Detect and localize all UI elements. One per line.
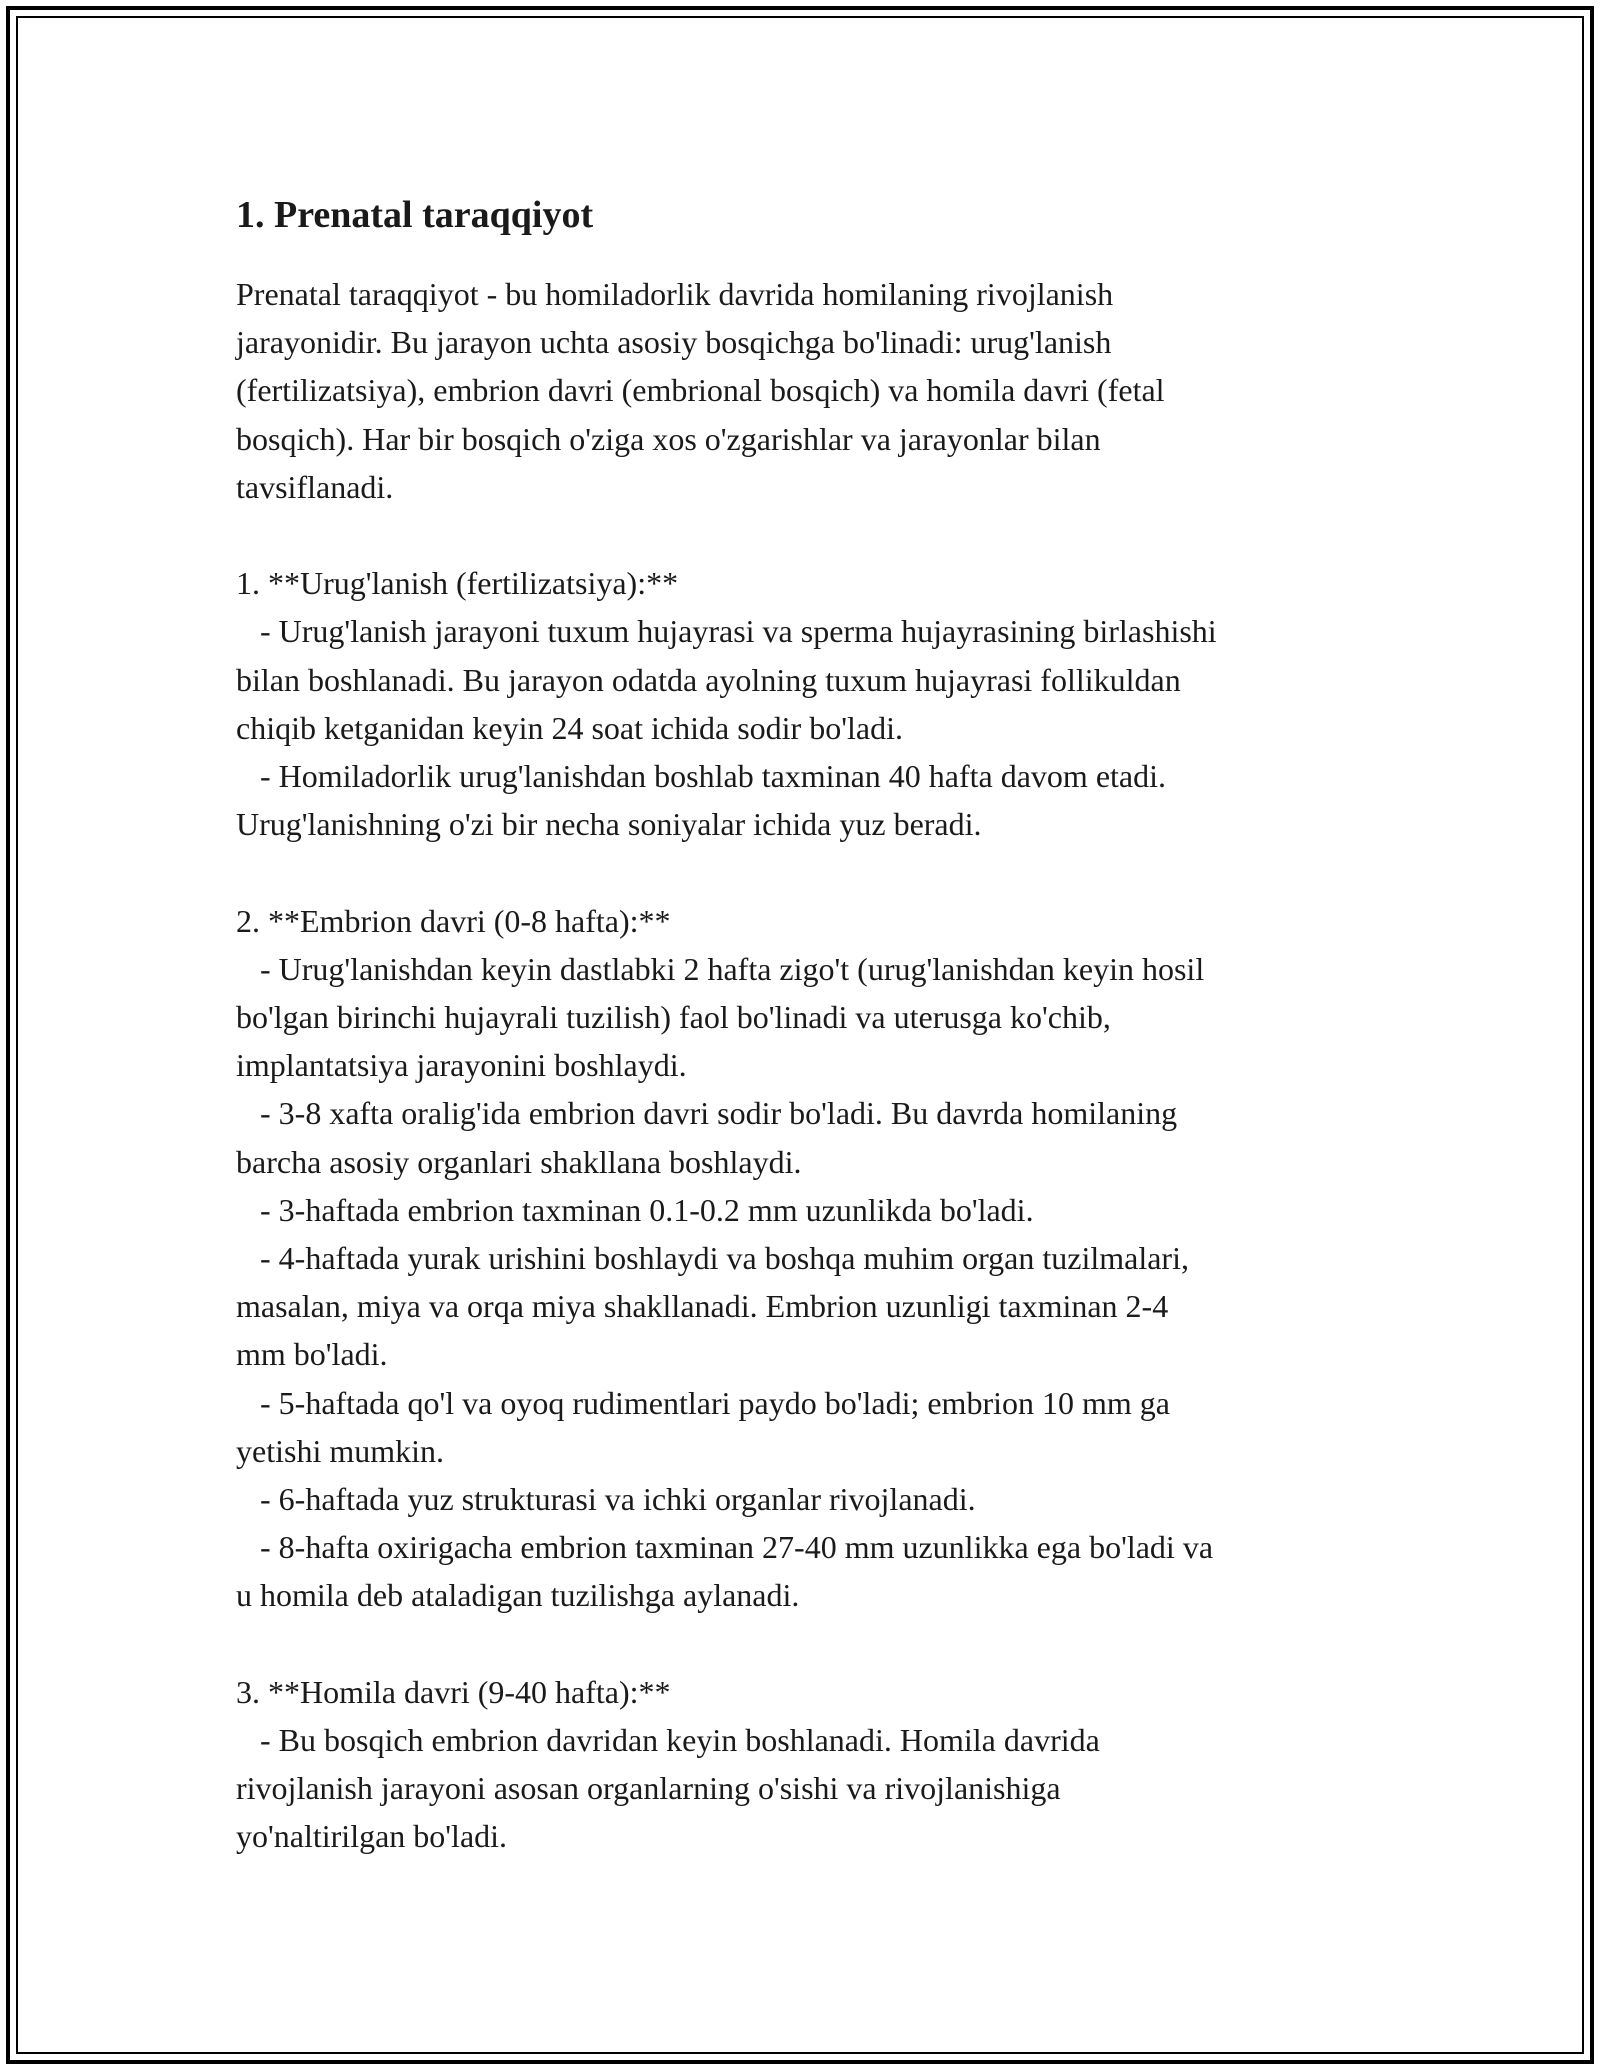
text-line: - 6-haftada yuz strukturasi va ichki organlar rivojlanadi. <box>236 1481 976 1518</box>
text-line: - Bu bosqich embrion davridan keyin boshlanadi. Homila davrida <box>236 1722 1100 1759</box>
text-line: - 3-8 xafta oralig'ida embrion davri sodir bo'ladi. Bu davrda homilaning <box>236 1095 1178 1132</box>
text-line: - 4-haftada yurak urishini boshlaydi va boshqa muhim organ tuzilmalari, <box>236 1240 1189 1277</box>
text-line: (fertilizatsiya), embrion davri (embrional bosqich) va homila davri (fetal <box>236 372 1165 409</box>
text-line: - 3-haftada embrion taxminan 0.1-0.2 mm uzunlikda bo'ladi. <box>236 1191 1034 1228</box>
text-line: 1. **Urug'lanish (fertilizatsiya):** <box>236 565 679 602</box>
text-line: Urug'lanishning o'zi bir necha soniyalar ichida yuz beradi. <box>236 806 982 843</box>
text-line: bilan boshlanadi. Bu jarayon odatda ayolning tuxum hujayrasi follikuldan <box>236 661 1181 698</box>
blank-line <box>236 848 1376 896</box>
text-line: - 8-hafta oxirigacha embrion taxminan 27-40 mm uzunlikka ega bo'ladi va <box>236 1529 1214 1566</box>
text-line: - Homiladorlik urug'lanishdan boshlab taxminan 40 hafta davom etadi. <box>236 758 1166 795</box>
text-line: Prenatal taraqqiyot - bu homiladorlik davrida homilaning rivojlanish <box>236 276 1114 312</box>
text-line: barcha asosiy organlari shakllana boshlaydi. <box>236 1143 802 1180</box>
section-heading: 1. Prenatal taraqqiyot <box>236 194 594 236</box>
text-line: masalan, miya va orqa miya shakllanadi. Embrion uzunligi taxminan 2-4 <box>236 1288 1169 1325</box>
text-line: 3. **Homila davri (9-40 hafta):** <box>236 1673 671 1710</box>
text-line: 2. **Embrion davri (0-8 hafta):** <box>236 902 671 939</box>
text-line: mm bo'ladi. <box>236 1336 388 1373</box>
text-line: u homila deb ataladigan tuzilishga aylanadi. <box>236 1577 800 1614</box>
text-line: bosqich). Har bir bosqich o'ziga xos o'zgarishlar va jarayonlar bilan <box>236 420 1101 457</box>
text-line: chiqib ketganidan keyin 24 soat ichida sodir bo'ladi. <box>236 709 903 746</box>
blank-line <box>236 1620 1376 1668</box>
text-line: yetishi mumkin. <box>236 1432 444 1469</box>
text-line: bo'lgan birinchi hujayrali tuzilish) faol bo'linadi va uterusga ko'chib, <box>236 999 1111 1036</box>
text-line: rivojlanish jarayoni asosan organlarning o'sishi va rivojlanishiga <box>236 1770 1061 1807</box>
blank-line <box>236 511 1376 559</box>
text-line: yo'naltirilgan bo'ladi. <box>236 1818 508 1855</box>
text-line: implantatsiya jarayonini boshlaydi. <box>236 1047 687 1084</box>
text-line: tavsiflanadi. <box>236 468 394 505</box>
text-line: - Urug'lanish jarayoni tuxum hujayrasi va sperma hujayrasining birlashishi <box>236 613 1217 650</box>
text-line: jarayonidir. Bu jarayon uchta asosiy bosqichga bo'linadi: urug'lanish <box>236 324 1112 361</box>
document-body <box>236 270 1376 1861</box>
document-page <box>236 182 1376 1861</box>
text-line: - Urug'lanishdan keyin dastlabki 2 hafta zigo't (urug'lanishdan keyin hosil <box>236 950 1205 987</box>
text-line: - 5-haftada qo'l va oyoq rudimentlari paydo bo'ladi; embrion 10 mm ga <box>236 1384 1170 1421</box>
